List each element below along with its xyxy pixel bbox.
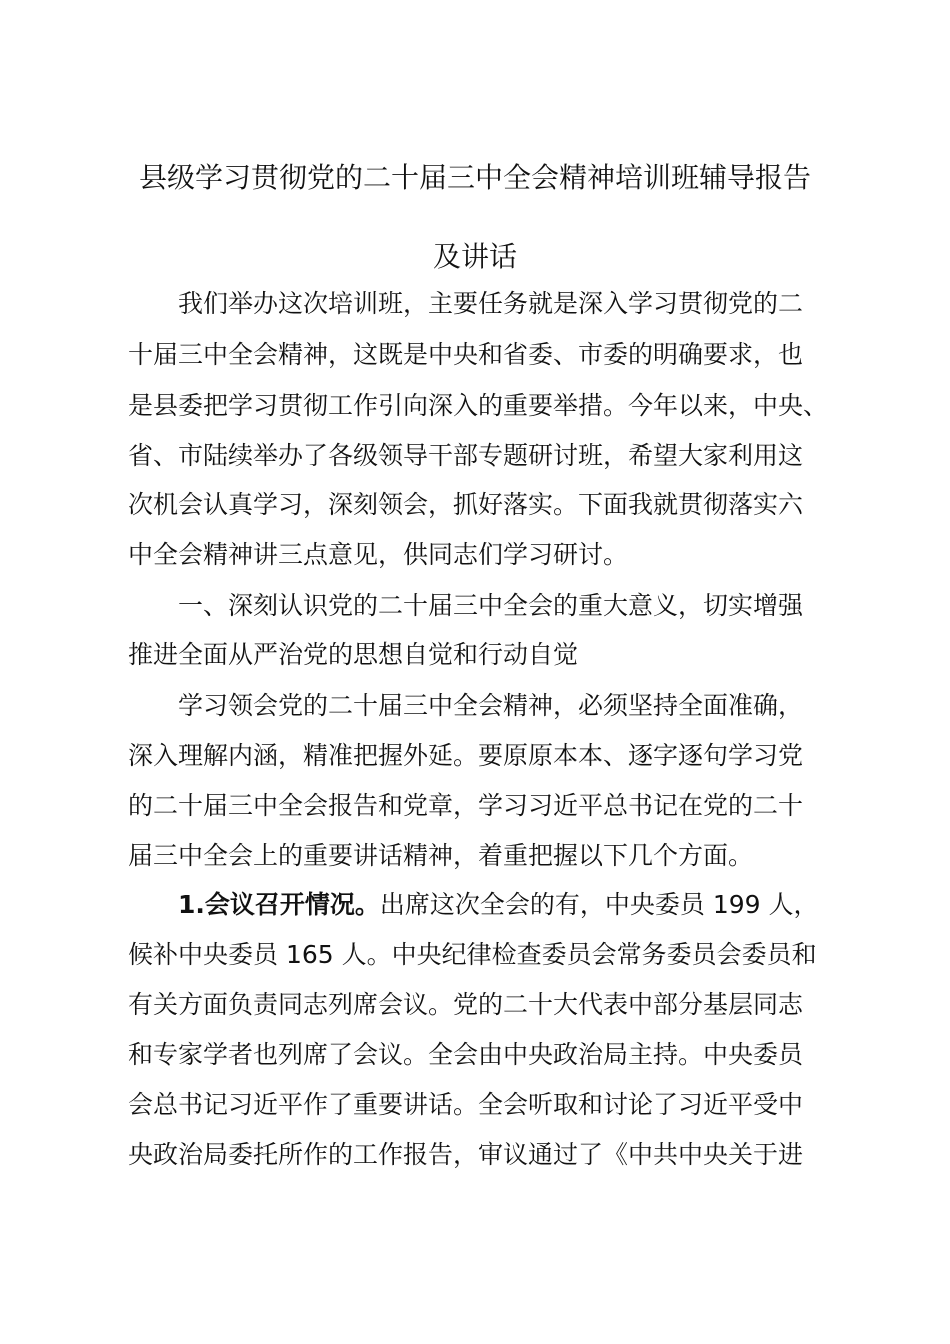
section-1-heading-line-1: 一、深刻认识党的二十届三中全会的重大意义，切实增强 [178,591,804,620]
item-1-label: 1.会议召开情况。 [178,890,380,919]
intro-paragraph-line-5: 次机会认真学习，深刻领会，抓好落实。下面我就贯彻落实六 [128,490,804,519]
item-1-body-line-4: 会总书记习近平作了重要讲话。全会听取和讨论了习近平受中 [128,1090,804,1119]
section-1-body-line-2: 深入理解内涵，精准把握外延。要原原本本、逐字逐句学习党 [128,741,804,770]
document-title-line-1: 县级学习贯彻党的二十届三中全会精神培训班辅导报告 [138,161,811,194]
intro-paragraph-line-3: 是县委把学习贯彻工作引向深入的重要举措。今年以来，中央、 [128,391,829,420]
intro-paragraph-line-4: 省、市陆续举办了各级领导干部专题研讨班，希望大家利用这 [128,441,804,470]
item-1-first-line [178,887,848,923]
intro-paragraph-line-6: 中全会精神讲三点意见，供同志们学习研讨。 [128,540,629,569]
item-1-body-line-3: 和专家学者也列席了会议。全会由中央政治局主持。中央委员 [128,1040,804,1069]
item-1-body-line-1: 候补中央委员 165 人。中央纪律检查委员会常务委员会委员和 [128,940,817,969]
intro-paragraph-line-2: 十届三中全会精神，这既是中央和省委、市委的明确要求，也 [128,340,804,369]
item-1-first-line-text: 出席这次全会的有，中央委员 199 人， [379,890,819,919]
section-1-body-line-3: 的二十届三中全会报告和党章，学习习近平总书记在党的二十 [128,791,804,820]
document-title-line-2: 及讲话 [432,240,517,273]
section-1-heading-line-2: 推进全面从严治党的思想自觉和行动自觉 [128,640,579,669]
intro-paragraph-line-1: 我们举办这次培训班，主要任务就是深入学习贯彻党的二 [178,289,804,318]
item-1-body-line-2: 有关方面负责同志列席会议。党的二十大代表中部分基层同志 [128,990,804,1019]
item-1-body-line-5: 央政治局委托所作的工作报告，审议通过了《中共中央关于进 [128,1140,804,1169]
section-1-body-line-1: 学习领会党的二十届三中全会精神，必须坚持全面准确， [178,691,804,720]
section-1-body-line-4: 届三中全会上的重要讲话精神，着重把握以下几个方面。 [128,841,754,870]
